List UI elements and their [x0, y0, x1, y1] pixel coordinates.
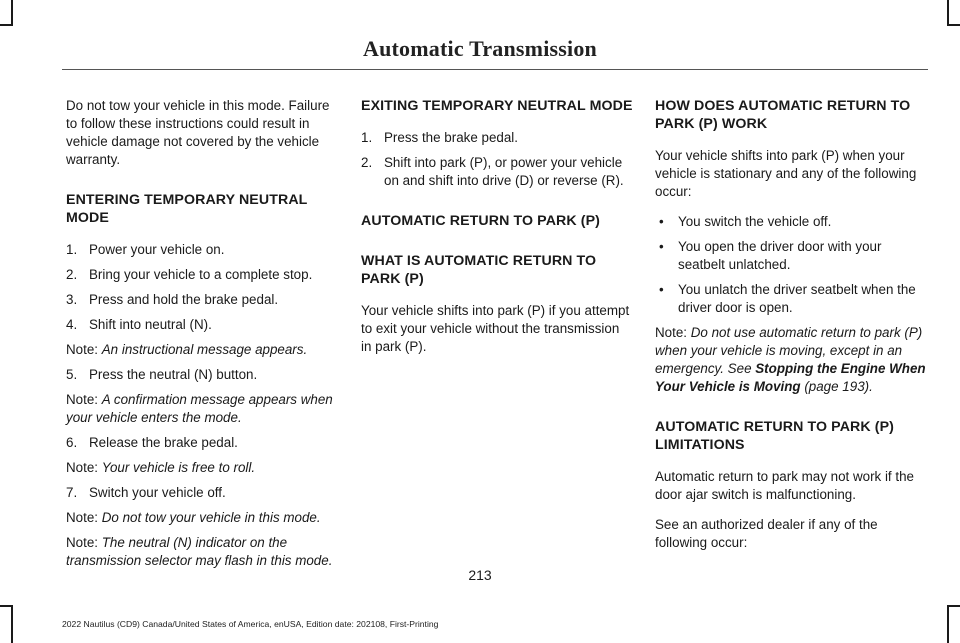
list-item: 1. Press the brake pedal. — [361, 130, 518, 145]
entering-neutral-steps — [66, 241, 338, 570]
note-do-not-use: Note: Do not use automatic return to park (P) when your vehicle is moving, except in an emergency. See Stopping the Engine When Your Vehicle is Moving (page 193). — [655, 325, 926, 394]
crop-mark-top-right-v — [947, 0, 949, 26]
list-item: 6. Release the brake pedal. — [66, 435, 238, 450]
crop-mark-bottom-right-v — [947, 605, 949, 643]
crop-mark-bottom-left-v — [11, 605, 13, 643]
limitations-para-2: See an authorized dealer if any of the following occur: — [655, 517, 878, 550]
how-it-works-intro: Your vehicle shifts into park (P) when your vehicle is stationary and any of the following occur: — [655, 148, 917, 199]
note: Note: Your vehicle is free to roll. — [66, 460, 256, 475]
list-item: • You open the driver door with your seatbelt unlatched. — [659, 239, 882, 272]
list-item: 5. Press the neutral (N) button. — [66, 367, 258, 382]
heading-what-is-auto-return: WHAT IS AUTOMATIC RETURN TO PARK (P) — [361, 253, 597, 287]
heading-entering-neutral: ENTERING TEMPORARY NEUTRAL MODE — [66, 192, 308, 226]
cross-reference-link[interactable]: Stopping the Engine When Your Vehicle is Moving — [655, 361, 926, 394]
list-item: 3. Press and hold the brake pedal. — [66, 292, 279, 307]
list-item: 2. Bring your vehicle to a complete stop. — [66, 267, 313, 282]
page-number: 213 — [468, 567, 492, 583]
conditions-list — [655, 213, 927, 317]
exiting-neutral-steps — [361, 129, 633, 190]
list-item: • You unlatch the driver seatbelt when the driver door is open. — [659, 282, 916, 315]
auto-return-body: Your vehicle shifts into park (P) if you attempt to exit your vehicle without the transmission in park (P). — [361, 303, 630, 354]
heading-auto-return: AUTOMATIC RETURN TO PARK (P) — [361, 213, 600, 229]
warning-intro: Do not tow your vehicle in this mode. Failure to follow these instructions could result in vehicle damage not covered by the vehicle warranty. — [66, 98, 330, 167]
heading-how-auto-return-works: HOW DOES AUTOMATIC RETURN TO PARK (P) WORK — [655, 98, 911, 132]
column-1 — [66, 97, 338, 577]
column-2 — [361, 97, 633, 368]
crop-mark-bottom-right-h — [947, 605, 960, 607]
list-item: 7. Switch your vehicle off. — [66, 485, 226, 500]
limitations-para-1: Automatic return to park may not work if the door ajar switch is malfunctioning. — [655, 469, 914, 502]
note: Note: An instructional message appears. — [66, 342, 308, 357]
note: Note: Do not tow your vehicle in this mode. — [66, 510, 321, 525]
crop-mark-top-left-v — [11, 0, 13, 26]
crop-mark-top-right-h — [947, 24, 960, 26]
list-item: 4. Shift into neutral (N). — [66, 317, 212, 332]
note: Note: A confirmation message appears when your vehicle enters the mode. — [66, 392, 333, 425]
list-item: 2. Shift into park (P), or power your vehicle on and shift into drive (D) or reverse (R). — [361, 155, 624, 188]
list-item: 1. Power your vehicle on. — [66, 242, 225, 257]
crop-mark-bottom-left-h — [0, 605, 13, 607]
note: Note: The neutral (N) indicator on the transmission selector may flash in this mode. — [66, 535, 333, 568]
list-item: • You switch the vehicle off. — [659, 214, 832, 229]
column-3 — [655, 97, 927, 564]
crop-mark-top-left-h — [0, 24, 13, 26]
page-title: Automatic Transmission — [363, 36, 597, 61]
footer-edition-info: 2022 Nautilus (CD9) Canada/United States of America, enUSA, Edition date: 202108, First-Printing — [62, 619, 439, 629]
heading-exiting-neutral: EXITING TEMPORARY NEUTRAL MODE — [361, 98, 633, 114]
header-rule — [62, 69, 928, 70]
heading-limitations: AUTOMATIC RETURN TO PARK (P) LIMITATIONS — [655, 419, 894, 453]
